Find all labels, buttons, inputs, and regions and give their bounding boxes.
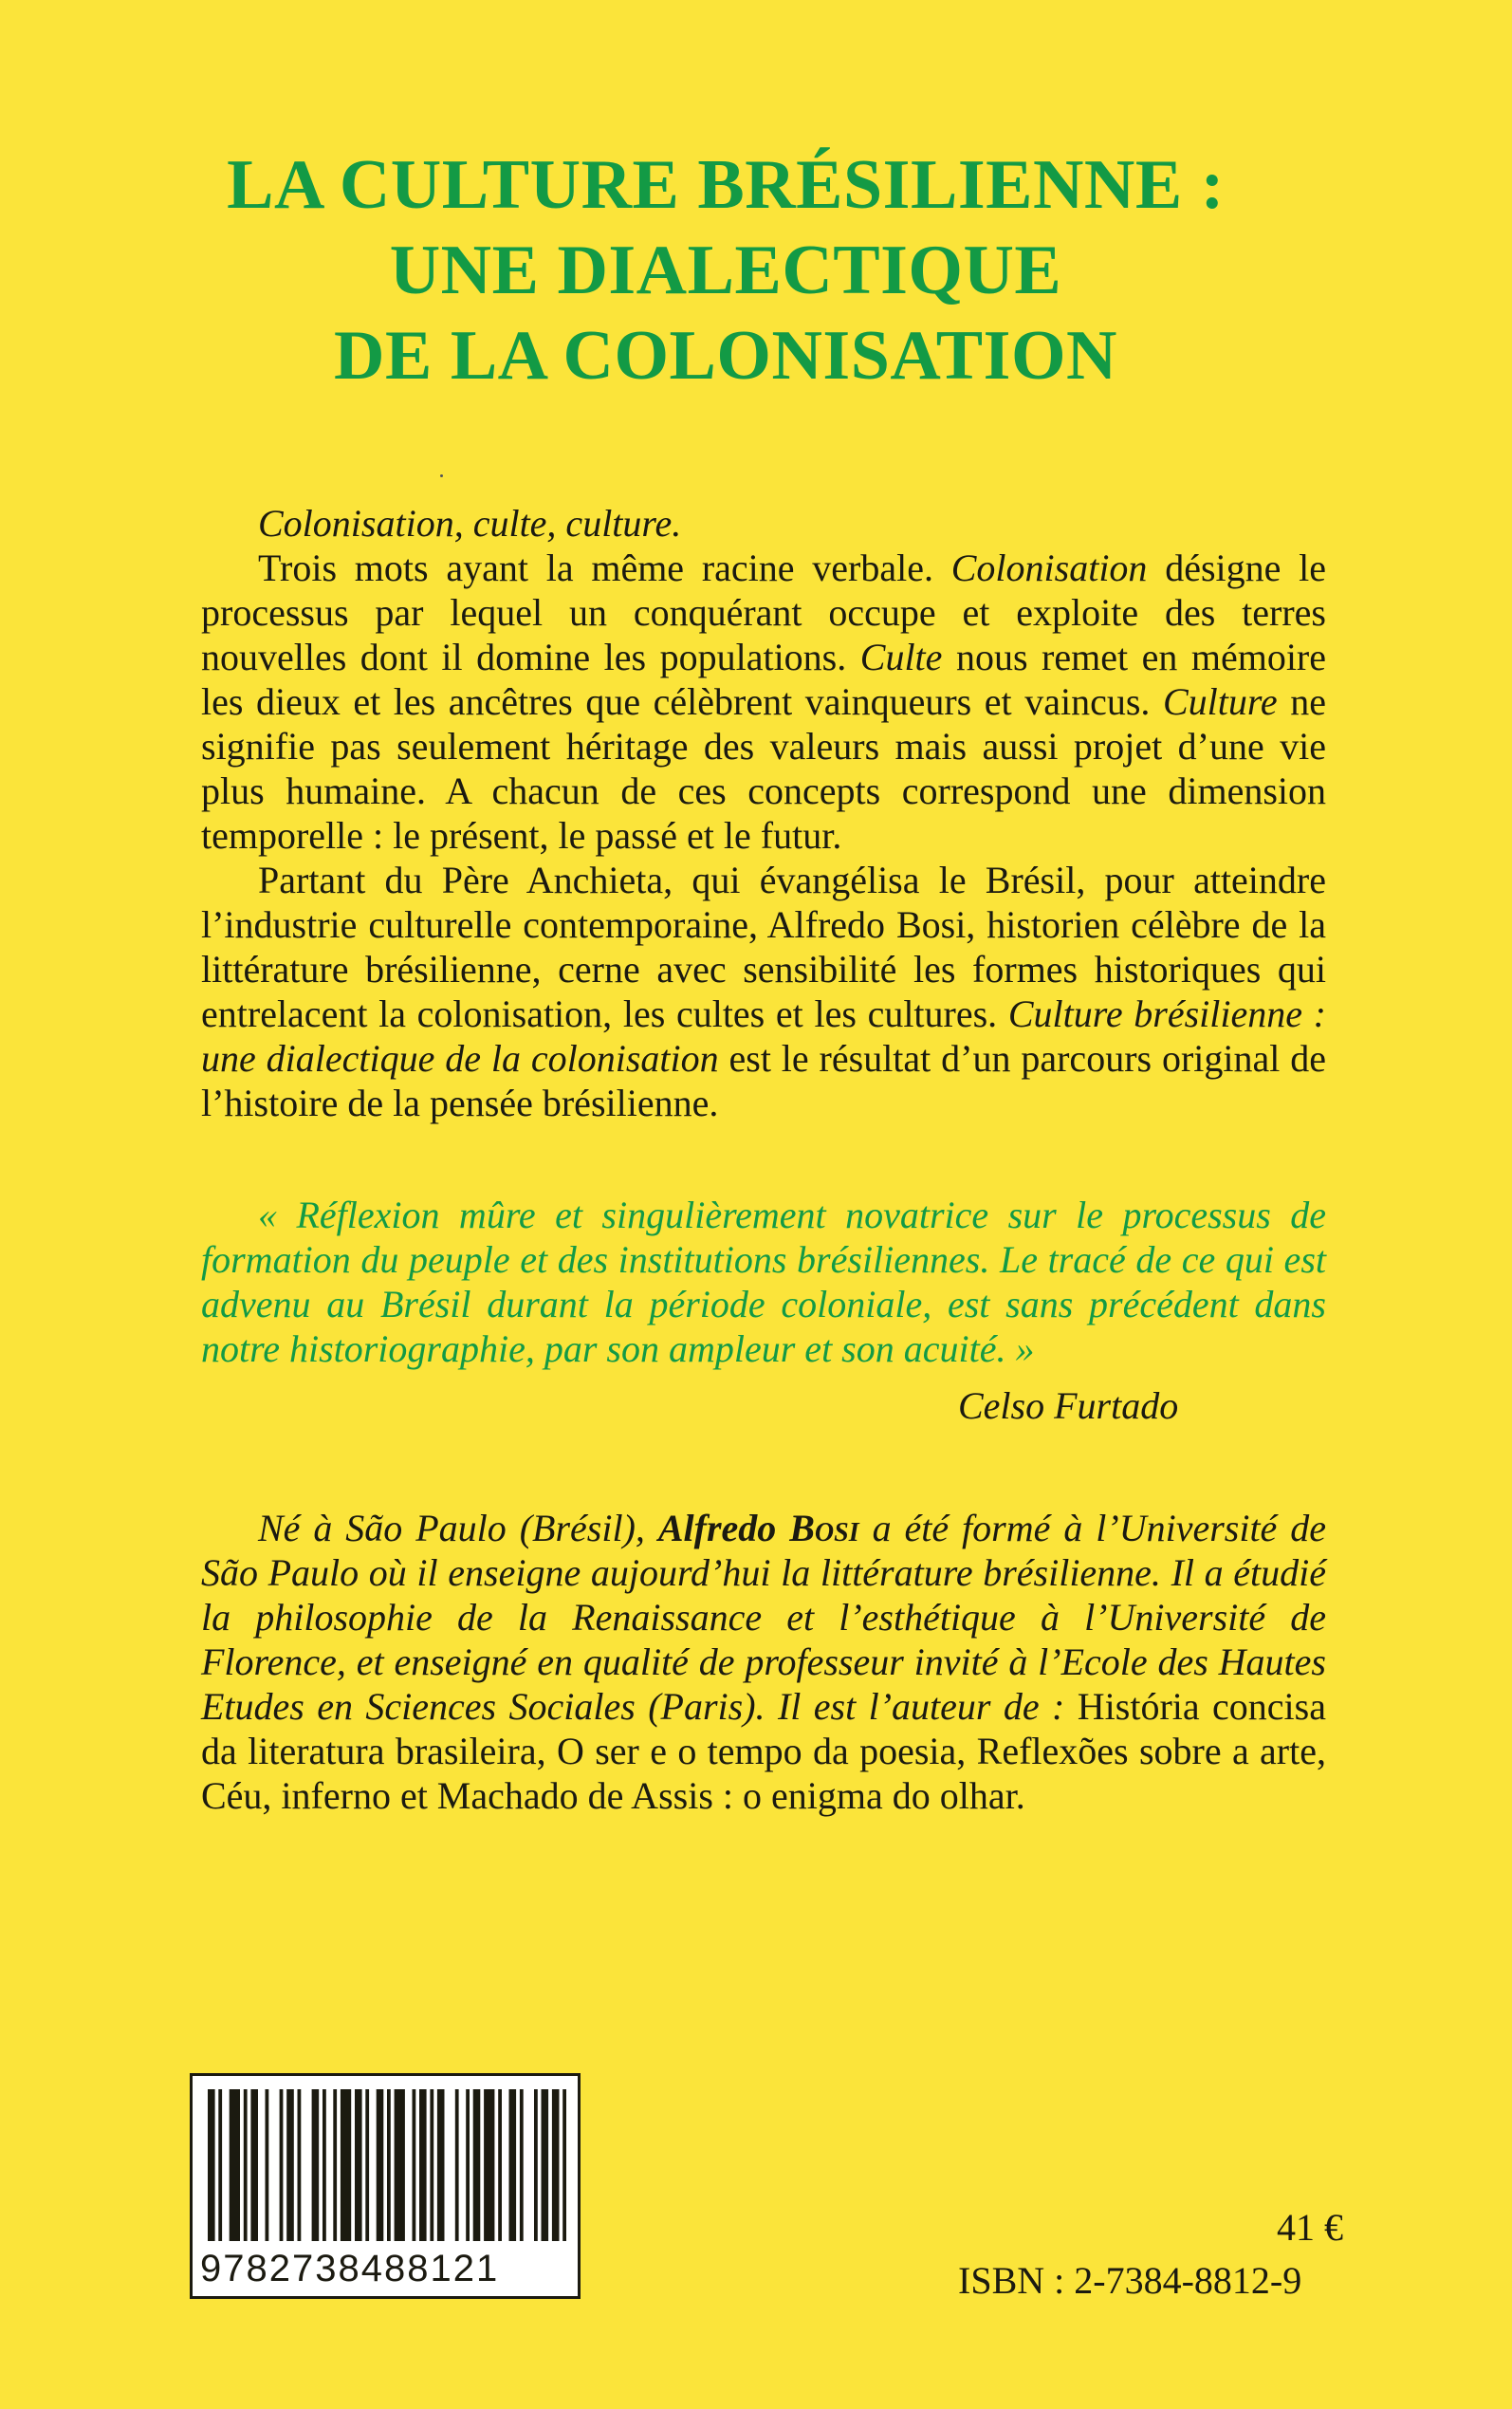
barcode-bar <box>355 2089 362 2241</box>
barcode-bar <box>244 2089 248 2241</box>
italic-run: Colonisation <box>950 547 1148 589</box>
barcode-bar <box>266 2089 269 2241</box>
barcode-bar <box>218 2089 222 2241</box>
review-quote: « Réflexion mûre et singulièrement novatrice sur le processus de formation du peuple et des institutions brésiliennes. Le tracé de ce qui est advenu au Brésil durant la période coloniale, est sans précédent dans notre historiographie, par son ampleur et son acuité. » <box>201 1194 1326 1370</box>
barcode-digits: 9782738488121 <box>200 2248 500 2289</box>
isbn: ISBN : 2-7384-8812-9 <box>958 2259 1302 2302</box>
barcode-bars <box>202 2089 574 2241</box>
text-run: Partant du Père Anchieta, qui évangélisa le Brésil, pour atteindre l’industrie culturelle contemporaine, Alfredo Bosi, historien célèbre de la littérature brésilienne, cerne avec sensibilité les formes historiques qui entrelacent la colonisation, les cultes et les cultures. <box>201 859 1326 1035</box>
author-first-name: Alfredo <box>657 1507 790 1549</box>
barcode-bar <box>230 2089 240 2241</box>
barcode-bar <box>365 2089 369 2241</box>
text-run: ne signifie pas seulement héritage des valeurs mais aussi projet d’une vie plus humaine. A chacun de ces concepts correspond une dimension temporelle : le présent, le passé et le futur. <box>201 680 1326 857</box>
decorative-dot <box>440 474 443 477</box>
author-last-name: Bosi <box>789 1507 859 1549</box>
quote-author: Celso Furtado <box>958 1384 1179 1427</box>
barcode-bar <box>419 2089 427 2241</box>
intro-paragraph-2 <box>201 546 1326 858</box>
text-run: a été formé à l’Université de São Paulo où il enseigne aujourd’hui la littérature brésilienne. Il a étudié la philosophie de la Renaissance et l’esthétique à l’Université de Florence, et enseigné en qualité de professeur invité à l’Ecole des Hautes Etudes en Sciences Sociales (Paris). Il est l’auteur de : <box>201 1507 1327 1728</box>
barcode-bar <box>333 2089 337 2241</box>
barcode-bar <box>466 2089 470 2241</box>
barcode-bar <box>387 2089 391 2241</box>
barcode-bar <box>430 2089 433 2241</box>
barcode-bar <box>552 2089 560 2241</box>
author-name <box>658 1507 859 1549</box>
barcode-bar <box>562 2089 566 2241</box>
book-title <box>0 142 1451 398</box>
text-run: est le résultat d’un parcours original de l’histoire de la pensée brésilienne. <box>201 1037 1326 1124</box>
title-line-3: DE LA COLONISATION <box>334 317 1117 395</box>
barcode-bar <box>323 2089 326 2241</box>
works-list: História concisa da literatura brasileira, O ser e o tempo da poesia, Reflexões sobre a arte, Céu, inferno et Machado de Assis : o enigma do olhar. <box>201 1685 1326 1817</box>
barcode-bar <box>542 2089 549 2241</box>
barcode-bar <box>312 2089 320 2241</box>
text-run: Trois mots ayant la même racine verbale. <box>258 547 951 589</box>
barcode-bar <box>250 2089 258 2241</box>
author-bio <box>201 1506 1326 1818</box>
intro-paragraph-1: Colonisation, culte, culture. <box>258 502 682 545</box>
intro-text <box>201 501 1326 1125</box>
intro-paragraph-3 <box>201 858 1326 1125</box>
title-line-2: UNE DIALECTIQUE <box>389 232 1062 309</box>
barcode-bar <box>286 2089 294 2241</box>
barcode-bar <box>498 2089 502 2241</box>
text-run: nous remet en mémoire les dieux et les ancêtres que célèbrent vainqueurs et vaincus. <box>201 636 1327 723</box>
barcode-bar <box>534 2089 538 2241</box>
barcode-bar <box>437 2089 445 2241</box>
barcode-bar <box>208 2089 215 2241</box>
text-run: désigne le processus par lequel un conquérant occupe et exploite des terres nouvelles dont il domine les populations. <box>201 547 1327 678</box>
text-run: Né à São Paulo (Brésil), <box>258 1507 658 1549</box>
barcode-bar <box>341 2089 351 2241</box>
title-line-1: LA CULTURE BRÉSILIENNE : <box>227 146 1225 224</box>
barcode-bar <box>473 2089 481 2241</box>
barcode-bar <box>280 2089 284 2241</box>
bio-paragraph <box>201 1506 1326 1818</box>
barcode <box>190 2073 581 2299</box>
barcode-bar <box>395 2089 405 2241</box>
italic-run: Culture brésilienne : une dialectique de la colonisation <box>201 992 1326 1080</box>
barcode-bar <box>377 2089 384 2241</box>
italic-run: Culture <box>1162 680 1278 723</box>
italic-run: Culte <box>859 636 943 678</box>
barcode-bar <box>520 2089 524 2241</box>
barcode-bar <box>298 2089 302 2241</box>
barcode-bar <box>509 2089 517 2241</box>
barcode-bar <box>455 2089 459 2241</box>
barcode-bar <box>484 2089 494 2241</box>
barcode-bar <box>413 2089 416 2241</box>
price: 41 € <box>1277 2206 1343 2249</box>
